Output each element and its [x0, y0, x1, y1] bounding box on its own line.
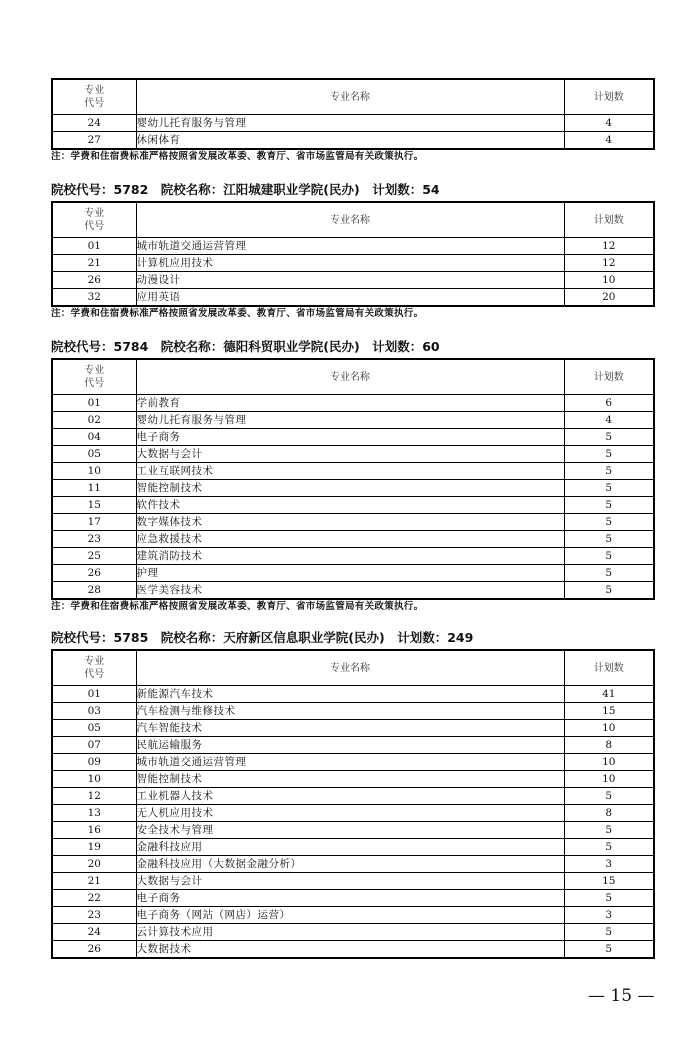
plan-count: 10 — [564, 754, 654, 771]
column-header-name: 专业名称 — [136, 79, 564, 115]
major-code: 01 — [52, 686, 136, 703]
major-name: 大数据与会计 — [136, 446, 564, 463]
plan-count: 8 — [564, 805, 654, 822]
major-code: 07 — [52, 737, 136, 754]
major-code: 03 — [52, 703, 136, 720]
table-row — [52, 565, 654, 582]
column-header-code: 专业 代号 — [52, 359, 136, 395]
major-name: 数字媒体技术 — [136, 514, 564, 531]
major-name: 电子商务 — [136, 890, 564, 907]
plan-count: 15 — [564, 703, 654, 720]
table-row — [52, 686, 654, 703]
plan-table — [51, 78, 655, 150]
column-header-code: 专业 代号 — [52, 650, 136, 686]
plan-count: 5 — [564, 890, 654, 907]
major-name: 计算机应用技术 — [136, 255, 564, 272]
major-code: 21 — [52, 255, 136, 272]
table-row — [52, 238, 654, 255]
table-row — [52, 703, 654, 720]
major-code: 12 — [52, 788, 136, 805]
major-name: 婴幼儿托育服务与管理 — [136, 115, 564, 132]
major-name: 工业机器人技术 — [136, 788, 564, 805]
plan-count: 3 — [564, 856, 654, 873]
plan-count: 5 — [564, 548, 654, 565]
plan-count: 5 — [564, 514, 654, 531]
table-row — [52, 463, 654, 480]
page-number: — 15 — — [588, 986, 655, 1006]
table-row — [52, 720, 654, 737]
plan-count: 5 — [564, 839, 654, 856]
column-header-name: 专业名称 — [136, 650, 564, 686]
table-header-row — [52, 202, 654, 238]
table-row — [52, 839, 654, 856]
major-code: 11 — [52, 480, 136, 497]
plan-count: 5 — [564, 788, 654, 805]
major-name: 金融科技应用（大数据金融分析） — [136, 856, 564, 873]
major-name: 城市轨道交通运营管理 — [136, 754, 564, 771]
table-header-row — [52, 650, 654, 686]
major-code: 13 — [52, 805, 136, 822]
major-name: 应用英语 — [136, 289, 564, 307]
major-name: 汽车智能技术 — [136, 720, 564, 737]
table-row — [52, 531, 654, 548]
table-row — [52, 446, 654, 463]
major-name: 城市轨道交通运营管理 — [136, 238, 564, 255]
school-section — [51, 78, 653, 163]
major-name: 应急救援技术 — [136, 531, 564, 548]
major-code: 05 — [52, 720, 136, 737]
plan-count: 5 — [564, 429, 654, 446]
plan-count: 15 — [564, 873, 654, 890]
plan-count: 41 — [564, 686, 654, 703]
table-row — [52, 873, 654, 890]
major-code: 23 — [52, 531, 136, 548]
school-section — [51, 182, 653, 320]
table-row — [52, 771, 654, 788]
plan-count: 8 — [564, 737, 654, 754]
plan-count: 5 — [564, 463, 654, 480]
major-code: 20 — [52, 856, 136, 873]
major-name: 电子商务（网站（网店）运营） — [136, 907, 564, 924]
plan-count: 4 — [564, 115, 654, 132]
major-name: 云计算技术应用 — [136, 924, 564, 941]
table-row — [52, 890, 654, 907]
major-name: 护理 — [136, 565, 564, 582]
table-row — [52, 582, 654, 600]
plan-table — [51, 649, 655, 959]
table-row — [52, 480, 654, 497]
major-code: 17 — [52, 514, 136, 531]
major-name: 休闲体育 — [136, 132, 564, 150]
major-code: 01 — [52, 395, 136, 412]
table-row — [52, 115, 654, 132]
plan-count: 12 — [564, 255, 654, 272]
table-row — [52, 822, 654, 839]
major-code: 24 — [52, 115, 136, 132]
major-code: 25 — [52, 548, 136, 565]
plan-count: 10 — [564, 771, 654, 788]
major-code: 24 — [52, 924, 136, 941]
table-row — [52, 429, 654, 446]
major-code: 15 — [52, 497, 136, 514]
major-name: 无人机应用技术 — [136, 805, 564, 822]
major-name: 软件技术 — [136, 497, 564, 514]
major-name: 动漫设计 — [136, 272, 564, 289]
table-row — [52, 289, 654, 307]
major-code: 10 — [52, 463, 136, 480]
column-header-count: 计划数 — [564, 650, 654, 686]
school-heading: 院校代号：5782 院校名称：江阳城建职业学院(民办) 计划数：54 — [51, 182, 440, 197]
fee-note: 注：学费和住宿费标准严格按照省发展改革委、教育厅、省市场监管局有关政策执行。 — [51, 151, 424, 162]
major-name: 汽车检测与维修技术 — [136, 703, 564, 720]
plan-count: 6 — [564, 395, 654, 412]
plan-count: 20 — [564, 289, 654, 307]
fee-note: 注：学费和住宿费标准严格按照省发展改革委、教育厅、省市场监管局有关政策执行。 — [51, 601, 424, 612]
column-header-code: 专业 代号 — [52, 202, 136, 238]
plan-count: 5 — [564, 924, 654, 941]
major-name: 婴幼儿托育服务与管理 — [136, 412, 564, 429]
major-code: 10 — [52, 771, 136, 788]
major-code: 16 — [52, 822, 136, 839]
major-name: 金融科技应用 — [136, 839, 564, 856]
column-header-count: 计划数 — [564, 359, 654, 395]
column-header-count: 计划数 — [564, 202, 654, 238]
table-row — [52, 941, 654, 959]
table-row — [52, 412, 654, 429]
major-code: 21 — [52, 873, 136, 890]
table-row — [52, 497, 654, 514]
major-code: 22 — [52, 890, 136, 907]
column-header-name: 专业名称 — [136, 202, 564, 238]
school-section — [51, 630, 653, 959]
plan-count: 5 — [564, 480, 654, 497]
major-code: 32 — [52, 289, 136, 307]
major-code: 26 — [52, 941, 136, 959]
major-name: 学前教育 — [136, 395, 564, 412]
table-row — [52, 737, 654, 754]
major-name: 安全技术与管理 — [136, 822, 564, 839]
major-code: 26 — [52, 272, 136, 289]
major-name: 新能源汽车技术 — [136, 686, 564, 703]
table-row — [52, 272, 654, 289]
table-row — [52, 924, 654, 941]
table-row — [52, 548, 654, 565]
major-name: 大数据与会计 — [136, 873, 564, 890]
plan-table — [51, 358, 655, 600]
plan-count: 12 — [564, 238, 654, 255]
table-header-row — [52, 79, 654, 115]
table-row — [52, 805, 654, 822]
column-header-name: 专业名称 — [136, 359, 564, 395]
major-code: 27 — [52, 132, 136, 150]
plan-count: 4 — [564, 132, 654, 150]
major-code: 09 — [52, 754, 136, 771]
major-code: 28 — [52, 582, 136, 600]
plan-count: 5 — [564, 497, 654, 514]
table-row — [52, 856, 654, 873]
major-code: 05 — [52, 446, 136, 463]
table-row — [52, 255, 654, 272]
plan-count: 10 — [564, 720, 654, 737]
column-header-code: 专业 代号 — [52, 79, 136, 115]
school-heading: 院校代号：5785 院校名称：天府新区信息职业学院(民办) 计划数：249 — [51, 630, 474, 645]
plan-count: 5 — [564, 531, 654, 548]
table-header-row — [52, 359, 654, 395]
major-code: 01 — [52, 238, 136, 255]
plan-count: 10 — [564, 272, 654, 289]
table-row — [52, 754, 654, 771]
school-section — [51, 339, 653, 613]
major-name: 民航运输服务 — [136, 737, 564, 754]
major-name: 电子商务 — [136, 429, 564, 446]
major-code: 02 — [52, 412, 136, 429]
plan-count: 5 — [564, 941, 654, 959]
major-code: 26 — [52, 565, 136, 582]
plan-count: 5 — [564, 582, 654, 600]
table-row — [52, 395, 654, 412]
major-code: 04 — [52, 429, 136, 446]
plan-count: 3 — [564, 907, 654, 924]
table-row — [52, 907, 654, 924]
major-name: 工业互联网技术 — [136, 463, 564, 480]
school-heading: 院校代号：5784 院校名称：德阳科贸职业学院(民办) 计划数：60 — [51, 339, 440, 354]
major-code: 23 — [52, 907, 136, 924]
plan-count: 5 — [564, 446, 654, 463]
fee-note: 注：学费和住宿费标准严格按照省发展改革委、教育厅、省市场监管局有关政策执行。 — [51, 308, 424, 319]
major-name: 智能控制技术 — [136, 480, 564, 497]
table-row — [52, 788, 654, 805]
major-name: 智能控制技术 — [136, 771, 564, 788]
table-row — [52, 132, 654, 150]
table-row — [52, 514, 654, 531]
plan-count: 4 — [564, 412, 654, 429]
major-name: 大数据技术 — [136, 941, 564, 959]
major-name: 医学美容技术 — [136, 582, 564, 600]
plan-count: 5 — [564, 822, 654, 839]
plan-count: 5 — [564, 565, 654, 582]
major-name: 建筑消防技术 — [136, 548, 564, 565]
plan-table — [51, 201, 655, 307]
major-code: 19 — [52, 839, 136, 856]
column-header-count: 计划数 — [564, 79, 654, 115]
